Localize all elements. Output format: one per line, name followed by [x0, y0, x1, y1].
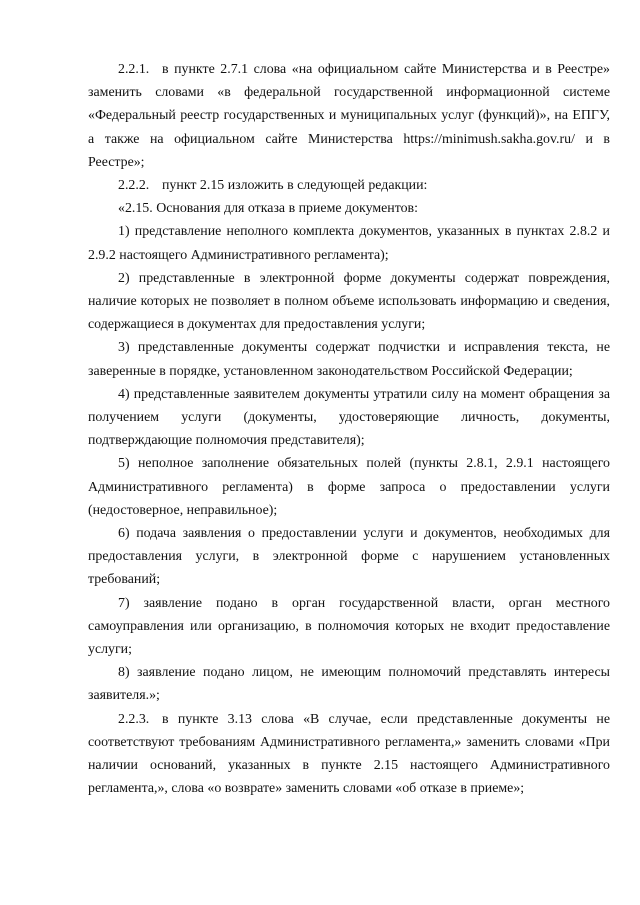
- paragraph-text: в пункте 2.7.1 слова «на официальном сайте Министерства и в Реестре» заменить словами «в федеральной государственной информационной системе «Федеральный реестр государственных и муниципальных услуг (функций)», на ЕПГУ, а также на официальном сайте Министерства https://minimush.sakha.gov.ru/ и в Реестре»;: [88, 62, 610, 170]
- paragraph-text: 1) представление неполного комплекта документов, указанных в пунктах 2.8.2 и 2.9.2 настоящего Административного регламента);: [88, 224, 610, 263]
- item-number: 2.2.3.: [118, 711, 150, 727]
- list-item-4: [88, 383, 610, 453]
- paragraph-text: в пункте 3.13 слова «В случае, если представленные документы не соответствуют требованиям Административного регламента,» заменить словами «При наличии оснований, указанных в пункте 2.15 настоящего Административного регламента,», слова «о возврате» заменить словами «об отказе в приеме»;: [88, 711, 610, 797]
- list-item-3: [88, 336, 610, 382]
- paragraph-text: 2) представленные в электронной форме документы содержат повреждения, наличие которых не позволяет в полном объеме использовать информацию и сведения, содержащиеся в документах для предоставления услуги;: [88, 270, 610, 333]
- list-item-1: [88, 220, 610, 266]
- paragraph-text: 3) представленные документы содержат подчистки и исправления текста, не заверенные в порядке, установленном законодательством Российской Федерации;: [88, 340, 610, 379]
- list-item-5: [88, 452, 610, 522]
- list-item-6: [88, 522, 610, 592]
- paragraph-text: 7) заявление подано в орган государственной власти, орган местного самоуправления или организацию, в полномочия которых не входит предоставление услуги;: [88, 595, 610, 658]
- paragraph-2-2-1: [88, 58, 610, 174]
- list-item-7: [88, 592, 610, 662]
- list-item-2: [88, 267, 610, 337]
- paragraph-text: 8) заявление подано лицом, не имеющим полномочий представлять интересы заявителя.»;: [88, 665, 610, 704]
- document-page: [88, 58, 610, 801]
- paragraph-2-2-3: [88, 708, 610, 801]
- paragraph-2-2-2: [88, 174, 610, 197]
- list-item-8: [88, 661, 610, 707]
- paragraph-text: пункт 2.15 изложить в следующей редакции:: [162, 178, 428, 194]
- paragraph-text: 5) неполное заполнение обязательных полей (пункты 2.8.1, 2.9.1 настоящего Административного регламента) в форме запроса о предоставлении услуги (недостоверное, неправильное);: [88, 456, 610, 518]
- paragraph-text: «2.15. Основания для отказа в приеме документов:: [118, 201, 418, 217]
- item-number: 2.2.1.: [118, 62, 150, 77]
- item-number: 2.2.2.: [118, 178, 150, 194]
- paragraph-2-15-heading: [88, 197, 610, 220]
- paragraph-text: 4) представленные заявителем документы утратили силу на момент обращения за получением услуги (документы, удостоверяющие личность, документы, подтверждающие полномочия представителя);: [88, 386, 610, 449]
- paragraph-text: 6) подача заявления о предоставлении услуги и документов, необходимых для предоставления услуги, в электронной форме с нарушением установленных требований;: [88, 526, 610, 588]
